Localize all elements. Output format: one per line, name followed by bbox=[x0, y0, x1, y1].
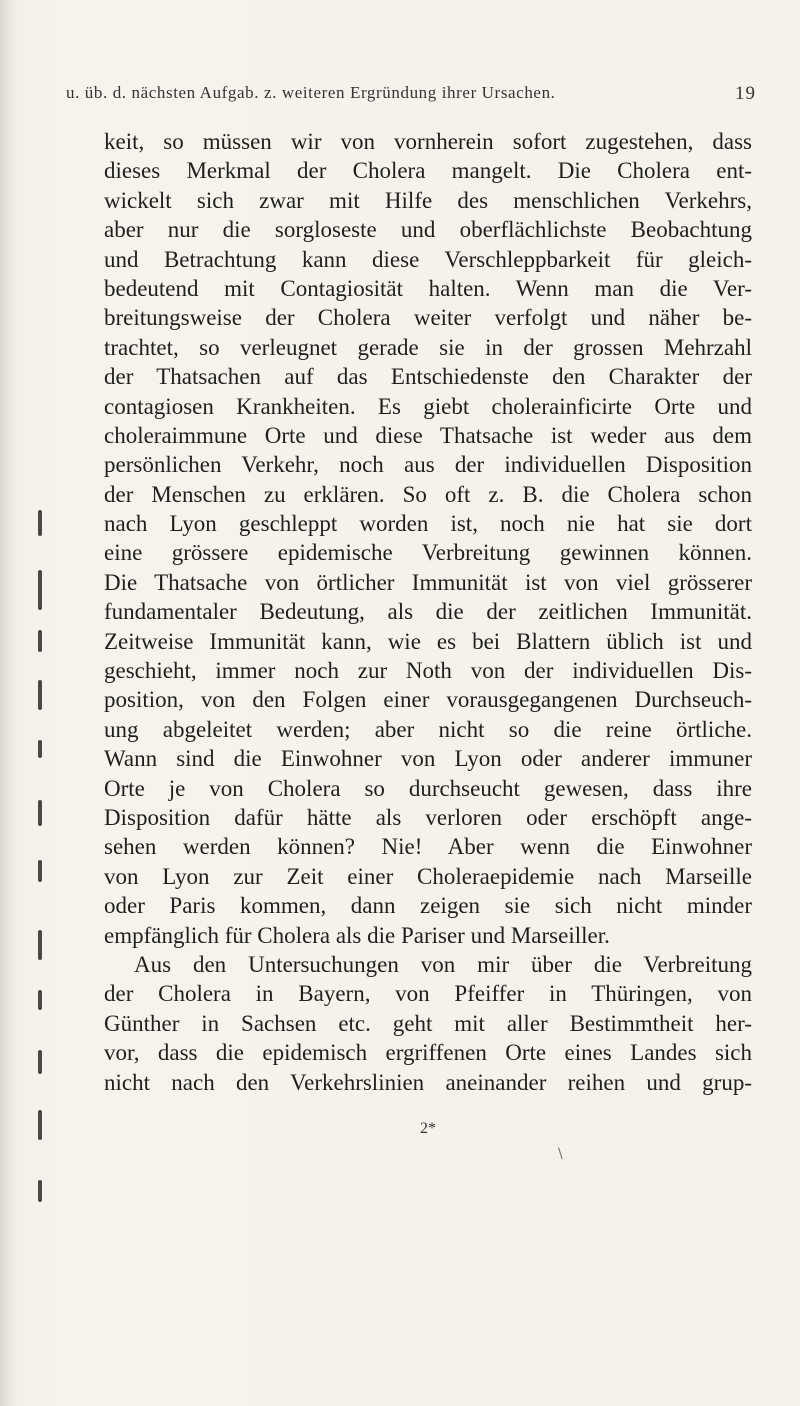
running-title: u. üb. d. nächsten Aufgab. z. weiteren Ergründung ihrer Ursachen. bbox=[66, 83, 556, 102]
text-line: oder Paris kommen, dann zeigen sie sich nicht minder bbox=[104, 893, 752, 919]
text-line: Orte je von Cholera so durchseucht gewesen, dass ihre bbox=[104, 775, 752, 801]
text-line: und Betrachtung kann diese Verschleppbarkeit für gleich- bbox=[104, 246, 752, 272]
text-line: Zeitweise Immunität kann, wie es bei Blattern üblich ist und bbox=[104, 628, 752, 654]
text-line: Wann sind die Einwohner von Lyon oder anderer immuner bbox=[104, 746, 752, 772]
text-line: der Menschen zu erklären. So oft z. B. die Cholera schon bbox=[104, 481, 752, 507]
gutter-marks bbox=[38, 510, 50, 1270]
text-line: breitungsweise der Cholera weiter verfolgt und näher be- bbox=[104, 305, 752, 331]
text-line: Die Thatsache von örtlicher Immunität ist von viel grösserer bbox=[104, 569, 752, 595]
page-number: 19 bbox=[735, 83, 756, 104]
text-line: sehen werden können? Nie! Aber wenn die Einwohner bbox=[104, 834, 752, 860]
text-line: fundamentaler Bedeutung, als die der zeitlichen Immunität. bbox=[104, 599, 752, 625]
text-line: choleraimmune Orte und diese Thatsache ist weder aus dem bbox=[104, 422, 752, 448]
text-line: der Thatsachen auf das Entschiedenste den Charakter der bbox=[104, 364, 752, 390]
text-line: wickelt sich zwar mit Hilfe des menschlichen Verkehrs, bbox=[104, 187, 752, 213]
text-line: contagiosen Krankheiten. Es giebt cholerainficirte Orte und bbox=[104, 393, 752, 419]
text-line: nach Lyon geschleppt worden ist, noch nie hat sie dort bbox=[104, 511, 752, 537]
text-line: keit, so müssen wir von vornherein sofort zugestehen, dass bbox=[104, 129, 752, 154]
text-line: trachtet, so verleugnet gerade sie in der grossen Mehrzahl bbox=[104, 334, 752, 360]
signature-mark: 2* bbox=[420, 1120, 436, 1137]
text-line: vor, dass die epidemisch ergriffenen Orte eines Landes sich bbox=[104, 1040, 752, 1066]
text-line: ung abgeleitet werden; aber nicht so die reine örtliche. bbox=[104, 716, 752, 742]
text-line: empfänglich für Cholera als die Pariser und Marseiller. bbox=[104, 922, 610, 948]
text-line: dieses Merkmal der Cholera mangelt. Die Cholera ent- bbox=[104, 158, 752, 184]
body-text bbox=[104, 127, 752, 1097]
text-line: geschieht, immer noch zur Noth von der individuellen Dis- bbox=[104, 658, 752, 684]
text-line: persönlichen Verkehr, noch aus der individuellen Disposition bbox=[104, 452, 752, 478]
text-line: der Cholera in Bayern, von Pfeiffer in Thüringen, von bbox=[104, 981, 752, 1007]
text-line: position, von den Folgen einer vorausgegangenen Durchseuch- bbox=[104, 687, 752, 713]
text-line: nicht nach den Verkehrslinien aneinander reihen und grup- bbox=[104, 1069, 752, 1095]
text-line: von Lyon zur Zeit einer Choleraepidemie nach Marseille bbox=[104, 863, 752, 889]
text-line: Aus den Untersuchungen von mir über die Verbreitung bbox=[134, 951, 752, 977]
stray-mark-icon: \ bbox=[558, 1146, 563, 1162]
text-line: bedeutend mit Contagiosität halten. Wenn man die Ver- bbox=[104, 275, 752, 301]
paragraph-2 bbox=[104, 950, 752, 1097]
text-line: Günther in Sachsen etc. geht mit aller Bestimmtheit her- bbox=[104, 1010, 752, 1036]
paragraph-1 bbox=[104, 127, 752, 950]
page-binding-shadow bbox=[0, 0, 14, 1406]
running-head bbox=[66, 83, 756, 105]
text-line: eine grössere epidemische Verbreitung gewinnen können. bbox=[104, 540, 752, 566]
text-line: Disposition dafür hätte als verloren oder erschöpft ange- bbox=[104, 804, 752, 830]
text-line: aber nur die sorgloseste und oberflächlichste Beobachtung bbox=[104, 217, 752, 243]
